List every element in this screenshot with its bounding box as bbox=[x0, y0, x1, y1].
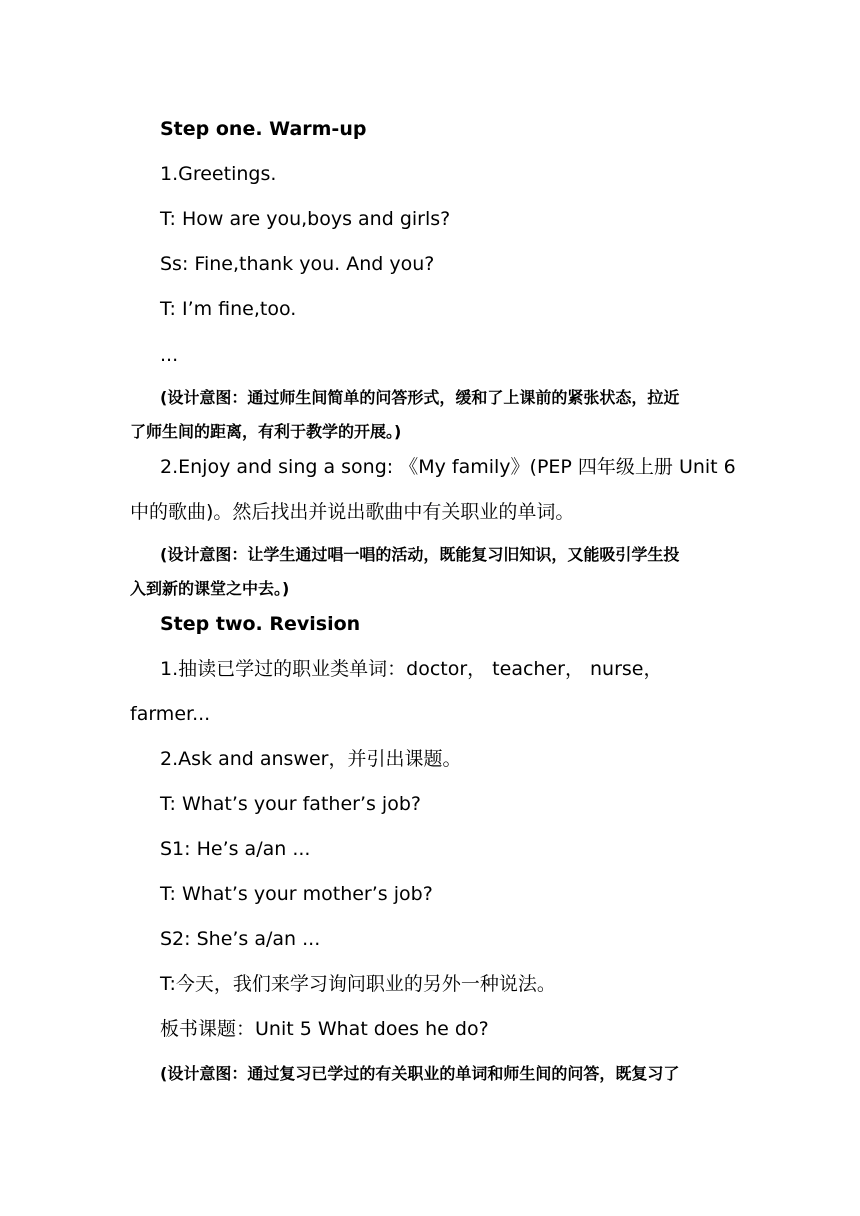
design-note: (设计意图：通过复习已学过的有关职业的单词和师生间的问答，既复习了 bbox=[160, 1064, 680, 1083]
revision-item-continued: farmer... bbox=[130, 703, 211, 725]
dialogue-line: Ss: Fine,thank you. And you? bbox=[160, 253, 435, 275]
design-note: (设计意图：通过师生间简单的问答形式，缓和了上课前的紧张状态，拉近 bbox=[160, 388, 680, 407]
dialogue-line: T: What’s your mother’s job? bbox=[160, 883, 433, 905]
greetings-item: 1.Greetings. bbox=[160, 163, 277, 185]
dialogue-line: T: How are you,boys and girls? bbox=[160, 208, 451, 230]
step-two-heading: Step two. Revision bbox=[160, 613, 361, 635]
dialogue-line: T: What’s your father’s job? bbox=[160, 793, 421, 815]
dialogue-line: S2: She’s a/an ... bbox=[160, 928, 321, 950]
blackboard-title-line: 板书课题：Unit 5 What does he do? bbox=[160, 1018, 489, 1040]
ellipsis-line: ... bbox=[160, 344, 179, 366]
song-item: 2.Enjoy and sing a song: 《My family》(PEP 四年级上册 Unit 6 bbox=[160, 456, 736, 478]
design-note-continued: 了师生间的距离，有利于教学的开展。) bbox=[130, 422, 402, 441]
song-item-continued: 中的歌曲)。然后找出并说出歌曲中有关职业的单词。 bbox=[130, 501, 575, 523]
dialogue-line: S1: He’s a/an ... bbox=[160, 838, 311, 860]
dialogue-line: T:今天，我们来学习询问职业的另外一种说法。 bbox=[160, 973, 556, 995]
dialogue-line: T: I’m fine,too. bbox=[160, 298, 297, 320]
design-note-continued: 入到新的课堂之中去。) bbox=[130, 579, 290, 598]
revision-item: 1.抽读已学过的职业类单词：doctor， teacher， nurse， bbox=[160, 658, 663, 680]
design-note: (设计意图：让学生通过唱一唱的活动，既能复习旧知识，又能吸引学生投 bbox=[160, 545, 680, 564]
ask-answer-item: 2.Ask and answer，并引出课题。 bbox=[160, 748, 462, 770]
step-one-heading: Step one. Warm-up bbox=[160, 118, 367, 140]
